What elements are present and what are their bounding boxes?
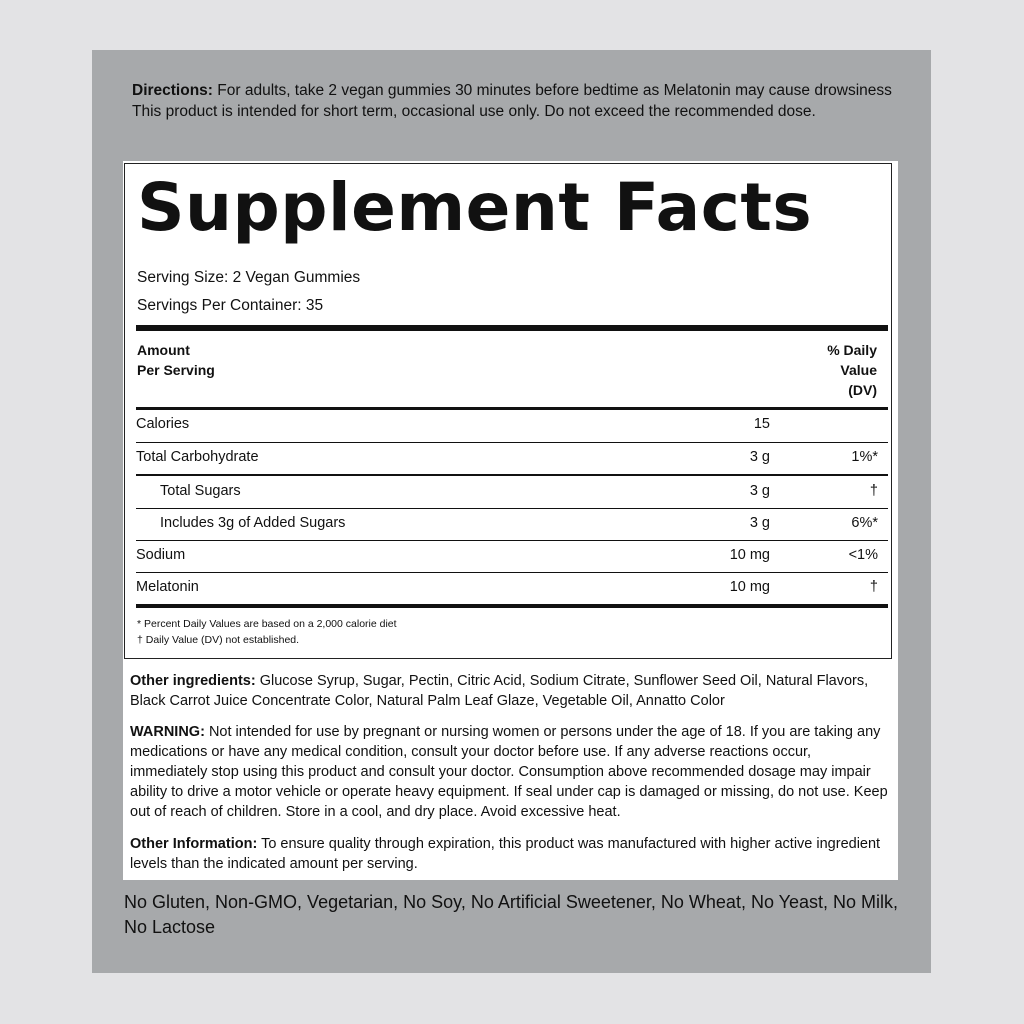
footnote-dv-not-established: † Daily Value (DV) not established. — [137, 634, 300, 646]
nutrient-amount: 3 g — [749, 483, 770, 499]
directions-text — [132, 80, 892, 122]
nutrient-name: Total Sugars — [160, 483, 241, 499]
nutrient-row-calories — [136, 410, 888, 442]
nutrient-dv: 6%* — [851, 515, 878, 531]
row-divider — [136, 474, 888, 476]
nutrient-row-added-sugars — [136, 509, 888, 541]
nutrient-row-sodium — [136, 541, 888, 573]
directions-body: For adults, take 2 vegan gummies 30 minutes before bedtime as Melatonin may cause drowsiness This product is intended for short term, occasional use only. Do not exceed the recommended dose. — [132, 82, 892, 120]
nutrient-amount: 3 g — [749, 515, 770, 531]
thick-rule-bottom — [136, 604, 888, 608]
thick-rule-top — [136, 325, 888, 331]
directions-label: Directions: — [132, 82, 213, 99]
header-amount-line2: Per Serving — [137, 362, 215, 378]
header-amount — [137, 340, 215, 380]
other-information — [130, 834, 890, 874]
nutrient-name: Sodium — [136, 547, 186, 563]
warning-label: WARNING: — [130, 724, 205, 740]
nutrient-amount: 10 mg — [729, 547, 770, 563]
other-ingredients — [130, 671, 890, 711]
footnote-percent-dv: * Percent Daily Values are based on a 2,000 calorie diet — [137, 618, 397, 630]
nutrient-amount: 15 — [753, 416, 770, 432]
nutrient-dv: † — [869, 579, 878, 595]
other-ingredients-label: Other ingredients: — [130, 673, 256, 689]
warning-text: Not intended for use by pregnant or nursing women or persons under the age of 18. If you are taking any medications or have any medical condition, consult your doctor before use. If any adverse reactions occur, immediately stop using this product and consult your doctor. Consumption above recommended dosage may impair ability to drive a motor vehicle or operate heavy equipment. If seal under cap is damaged or missing, do not use. Keep out of reach of children. Store in a cool, and dry place. Avoid excessive heat. — [130, 724, 888, 820]
header-dv-line3: (DV) — [848, 382, 877, 398]
nutrient-amount: 10 mg — [729, 579, 770, 595]
nutrient-amount: 3 g — [749, 449, 770, 465]
nutrient-row-carbohydrate — [136, 443, 888, 475]
serving-size: Serving Size: 2 Vegan Gummies — [137, 269, 361, 286]
other-ingredients-text: Glucose Syrup, Sugar, Pectin, Citric Acid, Sodium Citrate, Sunflower Seed Oil, Natural Flavors, Black Carrot Juice Concentrate Color, Natural Palm Leaf Glaze, Vegetable Oil, Annatto Color — [130, 673, 869, 709]
supplement-facts-panel — [124, 163, 892, 659]
nutrient-row-total-sugars — [136, 477, 888, 509]
nutrient-name: Total Carbohydrate — [136, 449, 259, 465]
nutrient-dv: † — [869, 483, 878, 499]
nutrient-dv: <1% — [848, 547, 878, 563]
header-dv-line2: Value — [840, 362, 877, 378]
nutrient-row-melatonin — [136, 573, 888, 605]
other-information-text: To ensure quality through expiration, this product was manufactured with higher active ingredient levels than the indicated amount per serving. — [130, 836, 881, 872]
header-amount-line1: Amount — [137, 342, 190, 358]
facts-title: Supplement Facts — [137, 169, 813, 246]
servings-per-container: Servings Per Container: 35 — [137, 297, 324, 314]
warning — [130, 722, 890, 822]
nutrient-name: Includes 3g of Added Sugars — [160, 515, 346, 531]
header-dv — [827, 340, 877, 400]
header-dv-line1: % Daily — [827, 342, 877, 358]
free-from-claims: No Gluten, Non-GMO, Vegetarian, No Soy, No Artificial Sweetener, No Wheat, No Yeast, No Milk, No Lactose — [124, 892, 899, 937]
nutrient-name: Melatonin — [136, 579, 199, 595]
nutrient-name: Calories — [136, 416, 190, 432]
other-information-label: Other Information: — [130, 836, 258, 852]
nutrient-dv: 1%* — [851, 449, 878, 465]
